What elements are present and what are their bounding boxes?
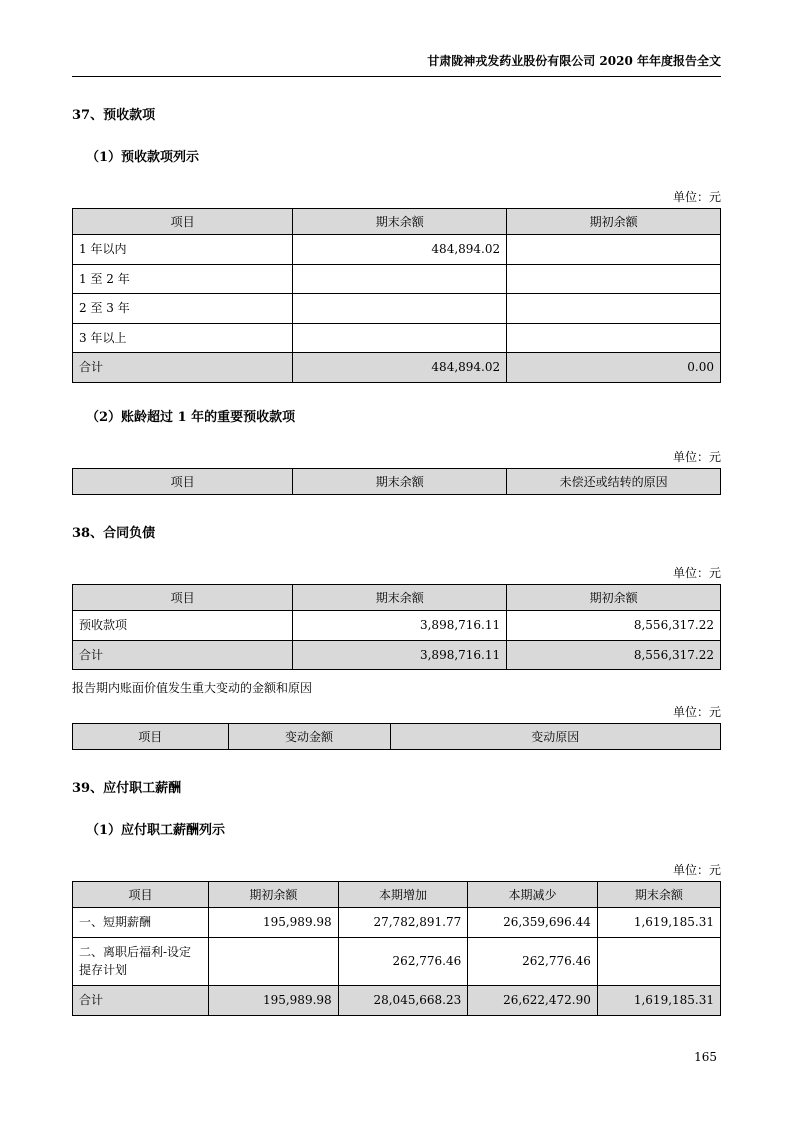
employee-benefits-table bbox=[72, 881, 721, 1015]
column-header: 期末余额 bbox=[293, 468, 507, 494]
advance-receipts-table bbox=[72, 208, 721, 383]
value-cell bbox=[507, 235, 721, 265]
carrying-value-change-table bbox=[72, 723, 721, 750]
column-header: 期初余额 bbox=[507, 209, 721, 235]
row-label-cell: 1 年以内 bbox=[73, 235, 293, 265]
row-label-cell: 合计 bbox=[73, 353, 293, 383]
column-header: 项目 bbox=[73, 468, 293, 494]
unit-label: 单位：元 bbox=[672, 565, 721, 580]
value-cell: 0.00 bbox=[507, 353, 721, 383]
unit-label: 单位：元 bbox=[672, 705, 721, 720]
row-label-cell: 1 至 2 年 bbox=[73, 264, 293, 294]
unit-label: 单位：元 bbox=[672, 863, 721, 878]
value-cell: 1,619,185.31 bbox=[597, 908, 720, 938]
contract-liabilities-table bbox=[72, 584, 721, 670]
section-39-sub1-heading: （1）应付职工薪酬列示 bbox=[86, 823, 226, 839]
column-header: 本期减少 bbox=[468, 882, 598, 908]
row-label-cell: 合计 bbox=[73, 985, 209, 1015]
table-header-row bbox=[73, 584, 721, 610]
table-row bbox=[73, 937, 721, 985]
row-label-cell: 二、离职后福利-设定提存计划 bbox=[73, 937, 209, 985]
value-cell: 26,359,696.44 bbox=[468, 908, 598, 938]
column-header: 未偿还或结转的原因 bbox=[507, 468, 721, 494]
value-cell: 262,776.46 bbox=[468, 937, 598, 985]
column-header: 本期增加 bbox=[338, 882, 468, 908]
value-cell: 195,989.98 bbox=[209, 985, 339, 1015]
value-cell: 27,782,891.77 bbox=[338, 908, 468, 938]
value-cell bbox=[209, 937, 339, 985]
value-cell: 484,894.02 bbox=[293, 235, 507, 265]
report-title: 甘肃陇神戎发药业股份有限公司 2020 年年度报告全文 bbox=[427, 54, 721, 68]
table-row bbox=[73, 323, 721, 353]
report-header bbox=[72, 0, 721, 77]
section-38-note: 报告期内账面价值发生重大变动的金额和原因 bbox=[72, 681, 313, 696]
value-cell: 1,619,185.31 bbox=[597, 985, 720, 1015]
total-row bbox=[73, 640, 721, 670]
column-header: 变动原因 bbox=[390, 724, 720, 750]
row-label-cell: 合计 bbox=[73, 640, 293, 670]
value-cell: 3,898,716.11 bbox=[293, 610, 507, 640]
row-label-cell: 一、短期薪酬 bbox=[73, 908, 209, 938]
table-row bbox=[73, 264, 721, 294]
section-37-heading: 37、预收款项 bbox=[72, 108, 156, 123]
table-header-row bbox=[73, 724, 721, 750]
unit-label: 单位：元 bbox=[672, 449, 721, 464]
unit-label: 单位：元 bbox=[672, 190, 721, 204]
section-37-sub2-heading: （2）账龄超过 1 年的重要预收款项 bbox=[86, 409, 296, 425]
column-header: 项目 bbox=[73, 209, 293, 235]
value-cell bbox=[293, 323, 507, 353]
column-header: 项目 bbox=[73, 584, 293, 610]
row-label-cell: 预收款项 bbox=[73, 610, 293, 640]
value-cell: 3,898,716.11 bbox=[293, 640, 507, 670]
section-37-sub1-heading: （1）预收款项列示 bbox=[86, 150, 200, 165]
table-row bbox=[73, 610, 721, 640]
value-cell: 26,622,472.90 bbox=[468, 985, 598, 1015]
value-cell: 262,776.46 bbox=[338, 937, 468, 985]
total-row bbox=[73, 353, 721, 383]
value-cell bbox=[597, 937, 720, 985]
value-cell bbox=[507, 264, 721, 294]
row-label-cell: 2 至 3 年 bbox=[73, 294, 293, 324]
value-cell bbox=[293, 294, 507, 324]
table-row bbox=[73, 294, 721, 324]
table-header-row bbox=[73, 209, 721, 235]
value-cell bbox=[507, 323, 721, 353]
column-header: 期末余额 bbox=[293, 209, 507, 235]
column-header: 期末余额 bbox=[293, 584, 507, 610]
table-row bbox=[73, 235, 721, 265]
aged-advance-receipts-table bbox=[72, 468, 721, 495]
table-header-row bbox=[73, 882, 721, 908]
value-cell: 28,045,668.23 bbox=[338, 985, 468, 1015]
column-header: 项目 bbox=[73, 724, 229, 750]
table-header-row bbox=[73, 468, 721, 494]
section-38-heading: 38、合同负债 bbox=[72, 525, 156, 541]
value-cell: 484,894.02 bbox=[293, 353, 507, 383]
column-header: 期初余额 bbox=[507, 584, 721, 610]
section-39-heading: 39、应付职工薪酬 bbox=[72, 781, 182, 797]
row-label-cell: 3 年以上 bbox=[73, 323, 293, 353]
table-row bbox=[73, 908, 721, 938]
value-cell: 195,989.98 bbox=[209, 908, 339, 938]
page-number: 165 bbox=[694, 1050, 717, 1064]
total-row bbox=[73, 985, 721, 1015]
column-header: 期初余额 bbox=[209, 882, 339, 908]
value-cell bbox=[507, 294, 721, 324]
value-cell bbox=[293, 264, 507, 294]
column-header: 期末余额 bbox=[597, 882, 720, 908]
value-cell: 8,556,317.22 bbox=[507, 640, 721, 670]
column-header: 变动金额 bbox=[228, 724, 390, 750]
column-header: 项目 bbox=[73, 882, 209, 908]
value-cell: 8,556,317.22 bbox=[507, 610, 721, 640]
